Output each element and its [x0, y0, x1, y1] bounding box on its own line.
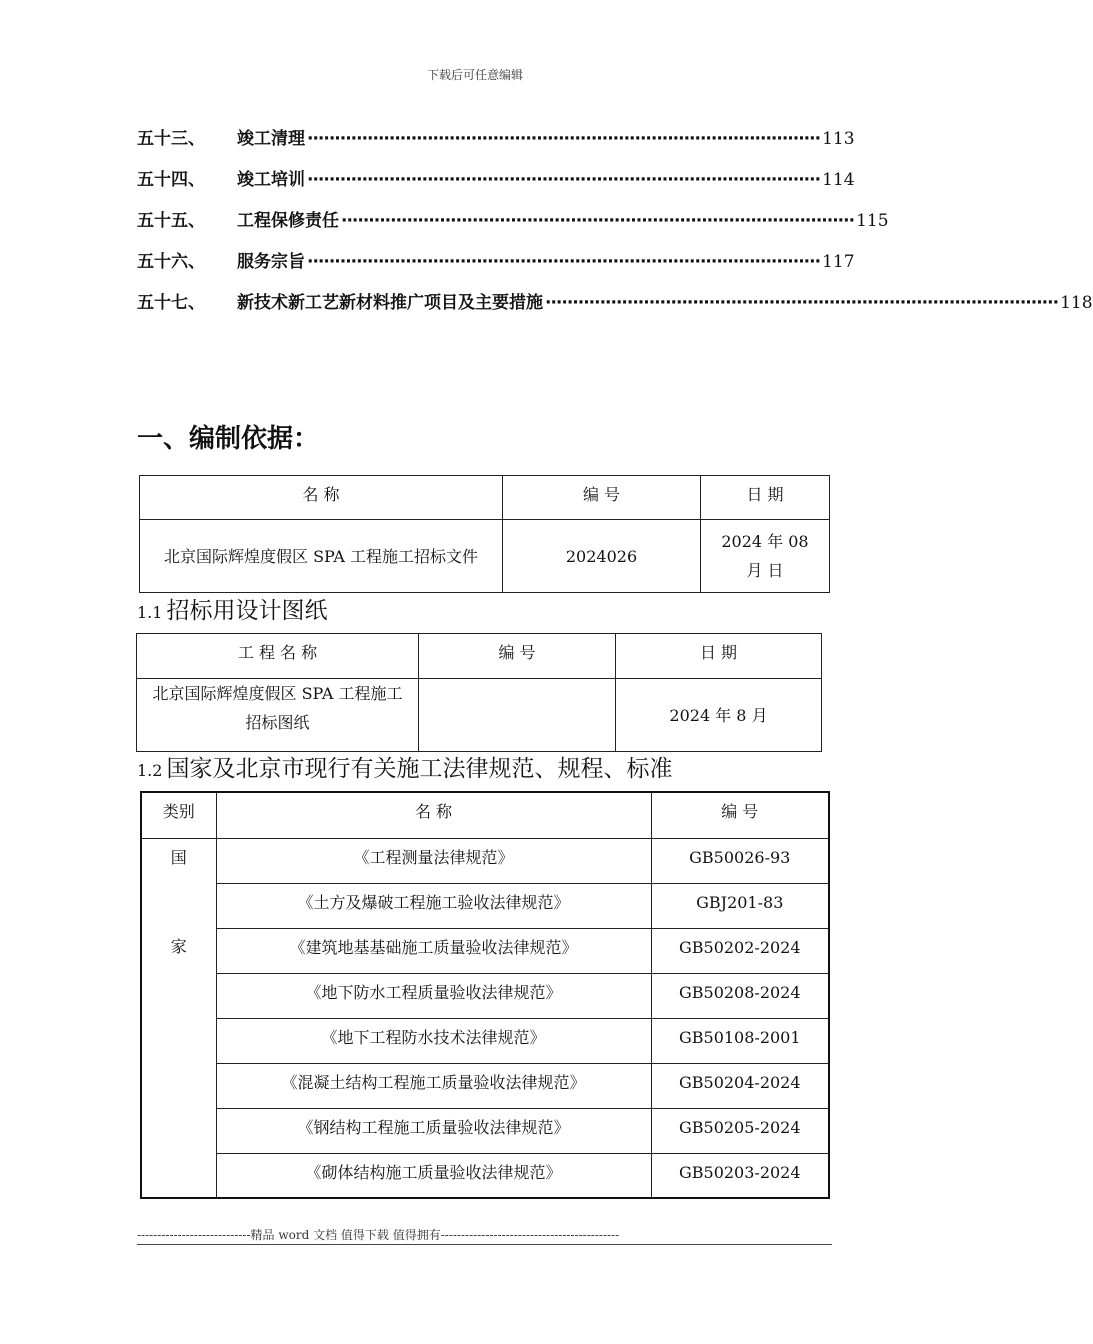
toc-number: 五十六、	[137, 252, 205, 272]
table-header-number: 编 号	[419, 634, 616, 679]
subsection-number: 1.1	[137, 603, 163, 622]
page-footer	[137, 1226, 619, 1243]
toc-leader: ······························································································	[307, 170, 821, 190]
table-header-code: 编 号	[651, 792, 829, 838]
table-row	[141, 1108, 829, 1153]
drawings-table	[136, 633, 822, 752]
bid-document-table	[139, 475, 830, 593]
category-char: 国	[170, 847, 187, 867]
toc-leader: ······························································································	[545, 293, 1059, 313]
subsection-text: 招标用设计图纸	[166, 598, 328, 624]
toc-number: 五十七、	[137, 293, 205, 313]
standard-name-cell: 《砌体结构施工质量验收法律规范》	[216, 1153, 651, 1198]
toc-entry[interactable]	[137, 288, 1093, 329]
drawings-date-cell: 2024 年 8 月	[616, 679, 822, 752]
table-header-project-name: 工 程 名 称	[137, 634, 419, 679]
table-row	[141, 883, 829, 928]
drawings-number-cell	[419, 679, 616, 752]
table-row	[141, 973, 829, 1018]
standard-code-cell: GB50026-93	[651, 838, 829, 883]
table-header-name: 名 称	[140, 476, 503, 520]
table-row	[141, 1153, 829, 1198]
standard-name-cell: 《钢结构工程施工质量验收法律规范》	[216, 1108, 651, 1153]
subsection-title	[137, 592, 327, 625]
standard-name-cell: 《工程测量法律规范》	[216, 838, 651, 883]
toc-page-number: 117	[822, 252, 855, 272]
standard-code-cell: GB50208-2024	[651, 973, 829, 1018]
standard-code-cell: GB50204-2024	[651, 1063, 829, 1108]
toc-leader: ······························································································	[307, 252, 821, 272]
toc-leader: ······························································································	[341, 211, 855, 231]
toc-title: 工程保修责任	[237, 211, 339, 231]
toc-title: 服务宗旨	[237, 252, 305, 272]
standard-name-cell: 《混凝土结构工程施工质量验收法律规范》	[216, 1063, 651, 1108]
document-number-cell: 2024026	[503, 520, 701, 593]
standard-name-cell: 《土方及爆破工程施工验收法律规范》	[216, 883, 651, 928]
table-row	[141, 928, 829, 973]
table-header-date: 日 期	[701, 476, 830, 520]
toc-page-number: 114	[822, 170, 855, 190]
category-cell	[141, 838, 216, 1198]
footer-text: 精品 word 文档 值得下载 值得拥有	[250, 1228, 441, 1242]
table-row	[141, 1063, 829, 1108]
toc-number: 五十五、	[137, 211, 205, 231]
standard-code-cell: GBJ201-83	[651, 883, 829, 928]
toc-entry[interactable]	[137, 206, 889, 247]
toc-page-number: 118	[1060, 293, 1093, 313]
document-date-cell: 2024 年 08 月 日	[701, 520, 830, 593]
toc-entry[interactable]	[137, 247, 855, 288]
footer-divider	[137, 1244, 832, 1245]
standard-name-cell: 《地下防水工程质量验收法律规范》	[216, 973, 651, 1018]
toc-page-number: 113	[822, 129, 855, 149]
standard-code-cell: GB50202-2024	[651, 928, 829, 973]
standard-code-cell: GB50205-2024	[651, 1108, 829, 1153]
standards-table	[140, 791, 830, 1199]
toc-page-number: 115	[856, 211, 889, 231]
standard-code-cell: GB50108-2001	[651, 1018, 829, 1063]
standard-name-cell: 《建筑地基基础施工质量验收法律规范》	[216, 928, 651, 973]
toc-entry[interactable]	[137, 165, 855, 206]
subsection-text: 国家及北京市现行有关施工法律规范、规程、标准	[166, 756, 673, 782]
table-header-date: 日 期	[616, 634, 822, 679]
table-header-name: 名 称	[216, 792, 651, 838]
footer-dashes: ----------------------------	[137, 1228, 251, 1242]
toc-title: 新技术新工艺新材料推广项目及主要措施	[237, 293, 543, 313]
standard-name-cell: 《地下工程防水技术法律规范》	[216, 1018, 651, 1063]
footer-dashes: --------------------------------------------	[440, 1228, 620, 1242]
table-header-number: 编 号	[503, 476, 701, 520]
toc-leader: ······························································································	[307, 129, 821, 149]
category-char: 家	[170, 936, 187, 956]
toc-number: 五十四、	[137, 170, 205, 190]
table-of-contents	[137, 124, 1093, 329]
standard-code-cell: GB50203-2024	[651, 1153, 829, 1198]
document-name-cell: 北京国际辉煌度假区 SPA 工程施工招标文件	[140, 520, 503, 593]
table-header-category: 类别	[141, 792, 216, 838]
subsection-title	[137, 750, 672, 783]
subsection-number: 1.2	[137, 761, 163, 780]
toc-number: 五十三、	[137, 129, 205, 149]
drawings-name-cell: 北京国际辉煌度假区 SPA 工程施工招标图纸	[137, 679, 419, 752]
toc-entry[interactable]	[137, 124, 855, 165]
section-title: 一、编制依据：	[137, 424, 320, 454]
toc-title: 竣工清理	[237, 129, 305, 149]
table-row	[141, 1018, 829, 1063]
page-header-note: 下载后可任意编辑	[426, 68, 523, 82]
toc-title: 竣工培训	[237, 170, 305, 190]
